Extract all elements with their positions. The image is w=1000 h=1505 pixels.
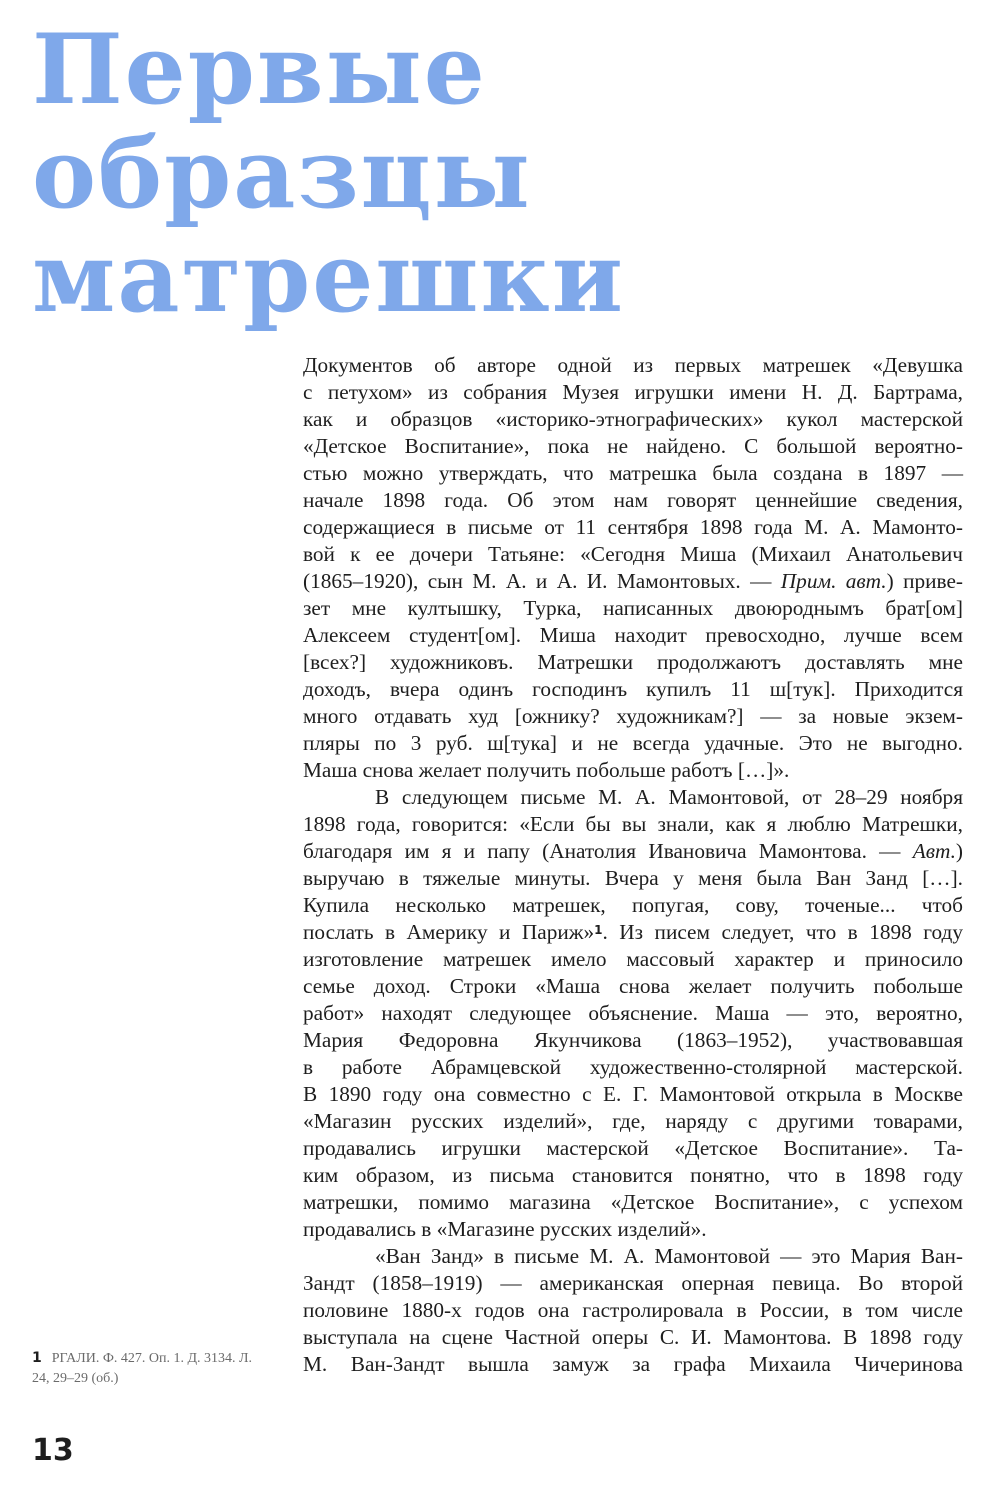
footnote <box>32 1348 272 1389</box>
text-line: матрешки, помимо магазина «Детское Воспитание», с успехом <box>303 1190 963 1214</box>
chapter-title <box>32 13 625 334</box>
body-text <box>303 352 963 1378</box>
text-line: содержащиеся в письме от 11 сентября 1898 года М. А. Мамонто- <box>303 515 963 539</box>
text-line: Мария Федоровна Якунчикова (1863–1952), участвовавшая <box>303 1028 963 1052</box>
text-line: пляры по 3 руб. ш[тука] и не всегда удачные. Это не выгодно. <box>303 731 963 755</box>
text-fragment: благодаря им я и папу (Анатолия Ивановича Мамонтова. — <box>303 839 901 863</box>
text-line: Алексеем студент[ом]. Миша находит превосходно, лучше всем <box>303 623 963 647</box>
footnote-text: РГАЛИ. Ф. 427. Оп. 1. Д. 3134. Л. 24, 29–29 (об.) <box>32 1351 253 1386</box>
text-line: много отдавать худ [ожнику? художникам?] — за новые экзем- <box>303 704 963 728</box>
text-line: доходъ, вчера одинъ господинъ купилъ 11 ш[тук]. Приходится <box>303 677 963 701</box>
footnote-reference: 1 <box>594 923 603 937</box>
text-line: В 1890 году она совместно с Е. Г. Мамонтовой открыла в Москве <box>303 1082 963 1106</box>
text-line: как и образцов «историко-этнографических» кукол мастерской <box>303 407 963 431</box>
text-line: 1898 года, говорится: «Если бы вы знали, как я люблю Матрешки, <box>303 812 963 836</box>
text-line: семье доход. Строки «Маша снова желает получить побольше <box>303 974 963 998</box>
text-line: в работе Абрамцевской художественно-столярной мастерской. <box>303 1055 963 1079</box>
chapter-title-line: образцы <box>32 117 532 230</box>
text-line: половине 1880-х годов она гастролировала в России, в том числе <box>303 1298 963 1322</box>
text-line: Маша снова желает получить побольше работъ […]». <box>303 758 790 782</box>
text-line: начале 1898 года. Об этом нам говорят ценнейшие сведения, <box>303 488 963 512</box>
chapter-title-line: матрешки <box>32 221 625 334</box>
text-line: [всех?] художниковъ. Матрешки продолжаютъ доставлять мне <box>303 650 963 674</box>
text-line: продавались в «Магазине русских изделий». <box>303 1217 707 1241</box>
text-line: «Магазин русских изделий», где, наряду с другими товарами, <box>303 1109 963 1133</box>
text-line: продавались игрушки мастерской «Детское Воспитание». Та- <box>303 1136 963 1160</box>
text-line: М. Ван-Зандт вышла замуж за графа Михаила Чичеринова <box>303 1352 963 1376</box>
text-line <box>303 919 963 946</box>
text-line: «Ван Занд» в письме М. А. Мамонтовой — это Мария Ван- <box>375 1244 963 1268</box>
text-line: вой к ее дочери Татьяне: «Сегодня Миша (Михаил Анатольевич <box>303 542 963 566</box>
author-note-italic: Прим. авт. <box>780 569 887 593</box>
text-fragment: ) <box>955 839 963 863</box>
author-note-italic: Авт. <box>912 839 956 863</box>
text-fragment: (1865–1920), сын М. А. и А. И. Мамонтовых. — <box>303 569 772 593</box>
text-line: выручаю в тяжелые минуты. Вчера у меня была Ван Занд […]. <box>303 866 963 890</box>
text-line: выступала на сцене Частной оперы С. И. Мамонтова. В 1898 году <box>303 1325 963 1349</box>
footnote-marker: 1 <box>32 1350 42 1366</box>
text-fragment: послать в Америку и Париж» <box>303 920 595 944</box>
text-line: Документов об авторе одной из первых матрешек «Девушка <box>303 353 963 377</box>
chapter-title-line: Первые <box>32 13 487 126</box>
text-line: Купила несколько матрешек, попугая, сову, точеные... чтоб <box>303 893 963 917</box>
text-line: с петухом» из собрания Музея игрушки имени Н. Д. Бартрама, <box>303 380 963 404</box>
text-line <box>303 568 963 595</box>
text-line <box>303 838 963 865</box>
text-line: зет мне култышку, Турка, написанных двоюроднымъ брат[ом] <box>303 596 963 620</box>
text-line: «Детское Воспитание», пока не найдено. С большой вероятно- <box>303 434 963 458</box>
text-fragment: . Из писем следует, что в 1898 году <box>602 920 963 944</box>
text-line: ким образом, из письма становится понятно, что в 1898 году <box>303 1163 963 1187</box>
page-number: 13 <box>32 1433 74 1468</box>
text-line: В следующем письме М. А. Мамонтовой, от 28–29 ноября <box>375 785 963 809</box>
text-line: работ» находят следующее объяснение. Маша — это, вероятно, <box>303 1001 963 1025</box>
text-fragment: ) приве- <box>886 569 964 593</box>
text-line: Зандт (1858–1919) — американская оперная певица. Во второй <box>303 1271 963 1295</box>
text-line: изготовление матрешек имело массовый характер и приносило <box>303 947 963 971</box>
text-line: стью можно утверждать, что матрешка была создана в 1897 — <box>303 461 963 485</box>
